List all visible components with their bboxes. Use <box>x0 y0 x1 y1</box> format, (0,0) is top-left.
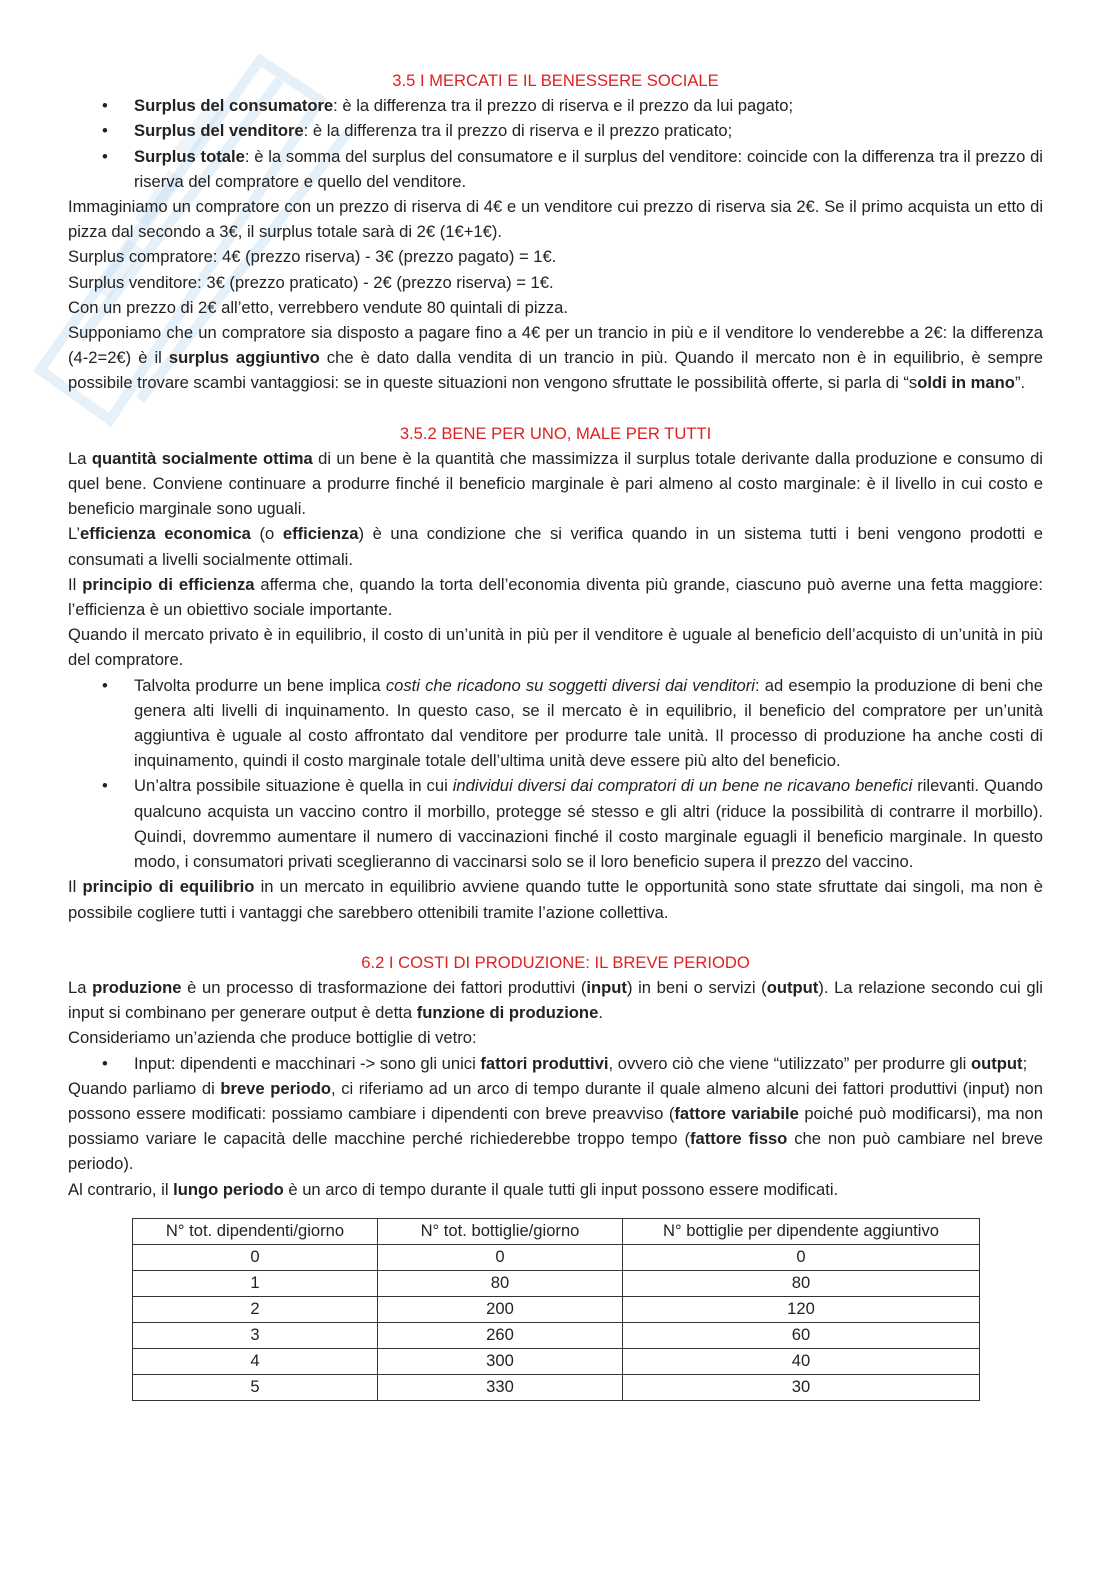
text: : ad esempio la produzione di beni che genera alti livelli di inquinamento. In questo caso, se il mercato è in equilibrio, il beneficio del compratore per un’unità aggiuntiva è uguale al costo affrontato dal venditore per produrre tale unità. Il processo di produzione ha anche costi di inquinamento, quindi il costo marginale totale dell’ultima unità deve essere più alto del beneficio. <box>134 675 1043 771</box>
term: funzione di produzione <box>416 1003 599 1023</box>
table-cell: 80 <box>623 1270 980 1296</box>
text: che non può cambiare nel breve periodo). <box>68 1129 1044 1174</box>
table-cell: 1 <box>133 1270 378 1296</box>
definition: : è la differenza tra il prezzo di riserva e il prezzo da lui pagato; <box>333 96 794 116</box>
surplus-list <box>68 93 1043 194</box>
table-row <box>133 1348 980 1374</box>
text: La <box>68 448 92 468</box>
term: breve periodo <box>220 1078 332 1098</box>
column-header: N° tot. dipendenti/giorno <box>133 1218 378 1244</box>
table-row <box>133 1322 980 1348</box>
table-cell: 80 <box>378 1270 623 1296</box>
term: Surplus totale <box>134 146 245 166</box>
paragraph: Immaginiamo un compratore con un prezzo di riserva di 4€ e un venditore cui prezzo di riserva sia 2€. Se il primo acquista un etto di pizza dal secondo a 3€, il surplus totale sarà di 2€ (1€+1€). <box>68 197 1043 242</box>
list-item <box>134 93 1043 118</box>
paragraph <box>68 446 1043 522</box>
paragraph <box>68 1076 1043 1177</box>
term: efficienza economica <box>80 524 251 544</box>
table-cell: 3 <box>133 1322 378 1348</box>
term: produzione <box>92 977 182 997</box>
section-heading-bene: 3.5.2 BENE PER UNO, MALE PER TUTTI <box>399 423 712 443</box>
text: , ci riferiamo ad un arco di tempo durante il quale almeno alcuni dei fattori produttivi (input) non possono essere modificati: possiamo cambiare i dipendenti con breve preavviso ( <box>68 1078 1043 1123</box>
table-cell: 40 <box>623 1348 980 1374</box>
term: efficienza <box>282 524 359 544</box>
paragraph: Quando il mercato privato è in equilibrio, il costo di un’unità in più per il venditore è uguale al beneficio dell’acquisto di un’unità in più del compratore. <box>68 625 1043 670</box>
table-cell: 300 <box>378 1348 623 1374</box>
text: . <box>598 1003 603 1023</box>
paragraph: Surplus compratore: 4€ (prezzo riserva) - 3€ (prezzo pagato) = 1€. <box>68 247 557 267</box>
list-item <box>134 1051 1043 1076</box>
table-cell: 0 <box>378 1244 623 1270</box>
table-cell: 0 <box>623 1244 980 1270</box>
paragraph <box>68 874 1043 924</box>
term: Surplus del consumatore <box>134 96 334 116</box>
text: Al contrario, il <box>68 1179 174 1199</box>
paragraph: Con un prezzo di 2€ all’etto, verrebbero vendute 80 quintali di pizza. <box>68 297 568 317</box>
table-cell: 2 <box>133 1296 378 1322</box>
table-cell: 4 <box>133 1348 378 1374</box>
externality-list <box>68 673 1043 875</box>
text: ; <box>1022 1053 1028 1073</box>
section-heading-surplus: 3.5 I MERCATI E IL BENESSERE SOCIALE <box>392 71 719 90</box>
production-table <box>132 1218 980 1401</box>
paragraph: Consideriamo un’azienda che produce bottiglie di vetro: <box>68 1028 477 1048</box>
text: ). La relazione secondo cui gli input si combinano per generare output è detta <box>68 977 1043 1023</box>
term: quantità socialmente ottima <box>91 448 313 468</box>
paragraph <box>68 320 1043 396</box>
text: poiché può modificarsi), ma non possiamo variare le capacità delle macchine perché richiederebbe troppo tempo ( <box>68 1103 1044 1149</box>
term: output <box>766 977 819 997</box>
text: Talvolta produrre un bene implica <box>134 675 386 695</box>
table-row <box>133 1270 980 1296</box>
table-row <box>133 1296 980 1322</box>
text: ) è una condizione che si verifica quando in un sistema tutti i beni vengono prodotti e consumati a livelli socialmente ottimali. <box>68 524 1044 569</box>
term: oldi in mano <box>917 373 1015 393</box>
table-cell: 120 <box>623 1296 980 1322</box>
text: , ovvero ciò che viene “utilizzato” per produrre gli <box>608 1053 971 1073</box>
text: che è dato dalla vendita di un trancio in più. Quando il mercato non è in equilibrio, è sempre possibile trovare scambi vantaggiosi: se in queste situazioni non vengono sfruttate le possibilità offerte, si parla di “s <box>68 348 1043 393</box>
text: L’ <box>68 524 80 544</box>
text: (o <box>250 524 283 544</box>
text: Quando parliamo di <box>68 1078 221 1098</box>
paragraph <box>68 1177 1043 1202</box>
term: fattori produttivi <box>480 1053 609 1073</box>
input-list <box>68 1051 1043 1076</box>
paragraph <box>68 572 1043 622</box>
section-heading-costi: 6.2 I COSTI DI PRODUZIONE: IL BREVE PERIODO <box>361 952 750 972</box>
table-row <box>133 1244 980 1270</box>
term: Surplus del venditore <box>134 121 304 141</box>
text: è un processo di trasformazione dei fattori produttivi ( <box>181 977 587 997</box>
text: Un’altra possibile situazione è quella in cui <box>134 776 453 796</box>
list-item <box>134 118 1043 143</box>
list-item <box>134 673 1043 774</box>
text: La <box>68 977 93 997</box>
text: ) in beni o servizi ( <box>626 977 767 997</box>
term: fattore fisso <box>690 1129 788 1149</box>
emphasis: costi che ricadono su soggetti diversi dai venditori <box>385 675 755 695</box>
table-cell: 5 <box>133 1374 378 1400</box>
table-cell: 330 <box>378 1374 623 1400</box>
table-header-row <box>133 1218 980 1244</box>
term: surplus aggiuntivo <box>168 348 320 368</box>
table-row <box>133 1374 980 1400</box>
term: fattore variabile <box>674 1103 799 1123</box>
column-header: N° tot. bottiglie/giorno <box>378 1218 623 1244</box>
table-cell: 260 <box>378 1322 623 1348</box>
text: Supponiamo che un compratore sia disposto a pagare fino a 4€ per un trancio in più e il venditore lo venderebbe a 2€: la differenza (4-2=2€) è il <box>68 323 1043 368</box>
text: è un arco di tempo durante il quale tutti gli input possono essere modificati. <box>283 1179 839 1199</box>
table-cell: 30 <box>623 1374 980 1400</box>
text: di un bene è la quantità che massimizza il surplus totale derivante dalla produzione e consumo di quel bene. Conviene continuare a produrre finché il beneficio marginale è pari almeno al costo marginale: è il livello in cui costo e beneficio marginale sono uguali. <box>68 448 1043 519</box>
term: input <box>586 977 627 997</box>
text: rilevanti. Quando qualcuno acquista un vaccino contro il morbillo, protegge sé stesso e gli altri (riduce la possibilità di contrarre il morbillo). Quindi, dovremmo aumentare il numero di vaccinazioni finché il costo marginale eguagli il beneficio marginale. In questo modo, i consumatori privati sceglieranno di vaccinarsi solo se il loro beneficio supera il prezzo del vaccino. <box>134 776 1044 872</box>
text: afferma che, quando la torta dell’economia diventa più grande, ciascuno può averne una fetta maggiore: l’efficienza è un obiettivo sociale importante. <box>68 574 1043 620</box>
text: Il <box>68 877 83 897</box>
document-page <box>68 68 1043 1401</box>
table-cell: 60 <box>623 1322 980 1348</box>
text: in un mercato in equilibrio avviene quando tutte le opportunità sono state sfruttate dai singoli, ma non è possibile cogliere tutti i vantaggi che sarebbero ottenibili tramite l’azione collettiva. <box>68 877 1043 922</box>
text: ”. <box>1014 373 1026 393</box>
term: output <box>970 1053 1023 1073</box>
definition: : è la differenza tra il prezzo di riserva e il prezzo praticato; <box>303 121 733 141</box>
paragraph: Surplus venditore: 3€ (prezzo praticato) - 2€ (prezzo riserva) = 1€. <box>68 272 554 292</box>
term: principio di efficienza <box>82 574 255 594</box>
paragraph <box>68 975 1043 1025</box>
table-cell: 200 <box>378 1296 623 1322</box>
paragraph <box>68 521 1043 571</box>
list-item <box>134 773 1043 874</box>
column-header: N° bottiglie per dipendente aggiuntivo <box>623 1218 980 1244</box>
term: principio di equilibrio <box>82 877 255 897</box>
list-item <box>134 144 1043 194</box>
text: Il <box>68 574 83 594</box>
definition: : è la somma del surplus del consumatore e il surplus del venditore: coincide con la differenza tra il prezzo di riserva del compratore e quello del venditore. <box>134 146 1043 191</box>
text: Input: dipendenti e macchinari -> sono gli unici <box>134 1053 481 1073</box>
emphasis: individui diversi dai compratori di un bene ne ricavano benefici <box>452 776 913 796</box>
table-cell: 0 <box>133 1244 378 1270</box>
term: lungo periodo <box>173 1179 284 1199</box>
